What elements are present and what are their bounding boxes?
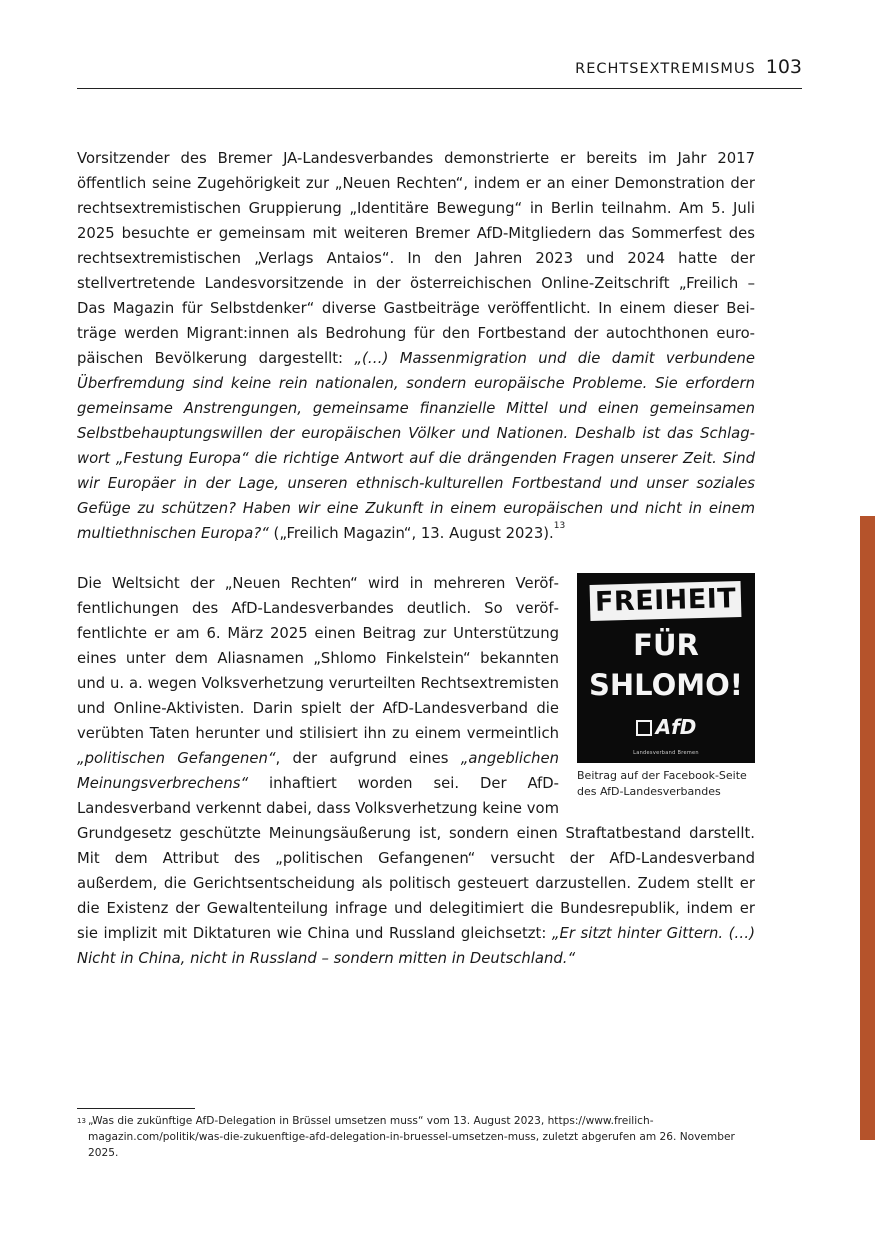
logo-text: AfD [655, 715, 697, 739]
accent-side-bar [860, 516, 875, 1140]
figure-caption: Beitrag auf der Facebook-Seite des AfD-Landesverbandes [577, 769, 747, 798]
section-title: RECHTSEXTREMISMUS [575, 61, 756, 77]
poster-image [577, 573, 755, 763]
poster-line-3: SHLOMO! [589, 668, 743, 702]
paragraph-2 [77, 571, 755, 971]
figure [577, 573, 755, 800]
paragraph-2-italic-1: „politischen Gefangenen“ [77, 750, 276, 767]
paragraph-2-italic-2: „angeblichen Meinungsverbrechens“ [77, 750, 559, 792]
poster-headline: FREIHEIT [590, 581, 742, 621]
paragraph-2-italic-3: „Er sitzt hinter Gittern. (…) Nicht in China, nicht in Russland – sondern mitten in Deutschland.“ [77, 925, 755, 967]
paragraph-2-text-3: inhaftiert worden sei. Der AfD-Landesverband verkennt dabei, dass Volksverhetzung keine vom Grundgesetz geschützte Meinungsäußerung ist, sondern einen Straftatbestand darstellt. Mit dem Attribut des „politischen Gefangenen“ versucht der AfD-Landesverband außerdem, die Gerichtsentscheidung als politisch gesteuert darzustellen. Zudem stellt er die Existenz der Gewaltenteilung infrage und delegitimiert die Bundesrepublik, indem er sie implizit mit Diktaturen wie China und Russland gleichsetzt: [77, 775, 755, 942]
afd-logo [636, 715, 697, 740]
footnote [77, 1113, 767, 1161]
running-head [77, 56, 802, 89]
logo-subtitle: Landesverband Bremen [633, 750, 699, 756]
logo-mark-icon [636, 720, 652, 736]
footnote-number: 13 [77, 1117, 86, 1125]
footnote-divider [77, 1108, 195, 1109]
page-number: 103 [765, 56, 802, 78]
footnote-text: „Was die zukünftige AfD-Delegation in Brüssel umsetzen muss“ vom 13. August 2023, https://www.freilich-magazin.com/politik/was-die-zukuenftige-afd-delegation-in-bruessel-umsetzen-muss, zuletzt abgerufen am 26. November 2025. [88, 1115, 735, 1159]
paragraph-1-source: („Freilich Magazin“, 13. August 2023). [268, 525, 554, 542]
paragraph-1-text: Vorsitzender des Bremer JA-Landesverbandes demonstrierte er bereits im Jahr 2017 öffentlich seine Zugehörigkeit zur „Neuen Rechten“, indem er an einer Demonstration der rechtsextremistischen Gruppierung „Identitäre Bewegung“ in Berlin teilnahm. Am 5. Juli 2025 besuchte er gemeinsam mit weiteren Bremer AfD-Mitgliedern das Sommerfest des rechtsextremistischen „Verlags Antaios“. In den Jahren 2023 und 2024 hatte der stellvertretende Landesvorsitzende in der österreichischen Online-Zeitschrift „Freilich – Das Magazin für Selbstdenker“ diverse Gastbeiträge veröffentlicht. In einem dieser Beiträge werden Migrant:innen als Bedrohung für den Fortbestand der autochthonen europäischen Bevölkerung dargestellt: [77, 150, 755, 367]
paragraph-2-text-2: , der aufgrund eines [275, 750, 461, 767]
paragraph-1 [77, 146, 755, 546]
footnote-reference: 13 [553, 521, 566, 531]
paragraph-2-text-1: Die Weltsicht der „Neuen Rechten“ wird in mehreren Veröffentlichungen des AfD-Landesverbandes deutlich. So veröffentlichte er am 6. März 2025 einen Beitrag zur Unterstützung eines unter dem Aliasnamen „Shlomo Finkelstein“ bekannten und u. a. wegen Volksverhetzung verurteilten Rechtsextremisten und Online-Aktivisten. Darin spielt der AfD-Landesverband die verübten Taten herunter und stilisiert ihn zu einem vermeintlich [77, 575, 559, 742]
paragraph-1-quote: „(…) Massenmigration und die damit verbundene Überfremdung sind keine rein nationalen, sondern europäische Probleme. Sie erfordern gemeinsame Anstrengungen, gemeinsame finanzielle Mittel und einen gemeinsamen Selbstbehauptungswillen der europäischen Völker und Nationen. Deshalb ist das Schlagwort „Festung Europa“ die richtige Antwort auf die drängenden Fragen unserer Zeit. Sind wir Europäer in der Lage, unseren ethnisch-kulturellen Fortbestand und unser soziales Gefüge zu schützen? Haben wir eine Zukunft in einem europäischen und nicht in einem multiethnischen Europa?“ [77, 350, 755, 542]
poster-line-2: FÜR [633, 628, 699, 662]
